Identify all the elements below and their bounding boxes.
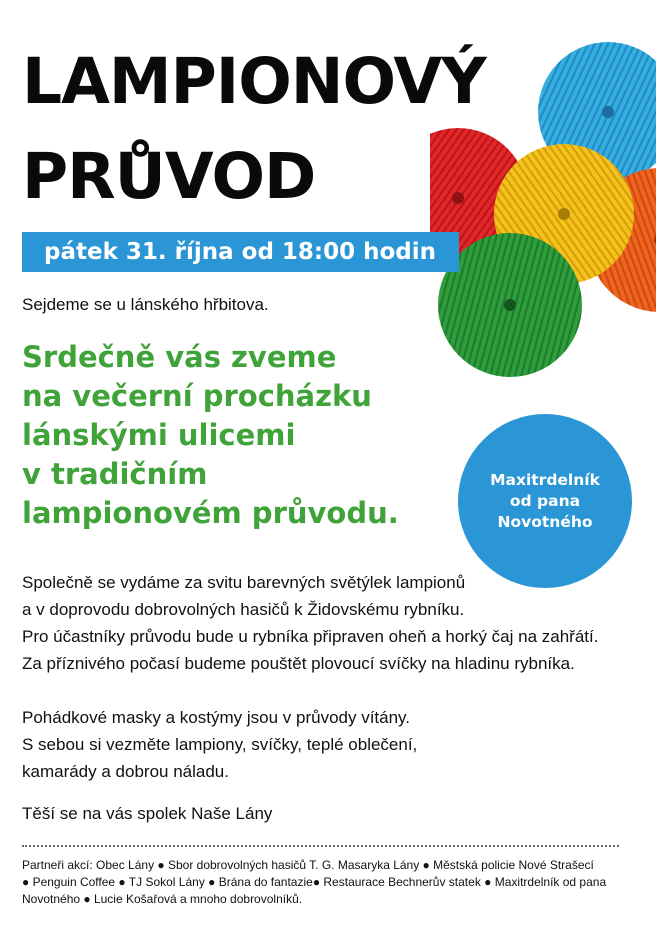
partners-line: Partneři akcí: Obec Lány ● Sbor dobrovolných hasičů T. G. Masaryka Lány ● Městská policie Nové Strašecí <box>22 858 594 872</box>
badge-line: Novotného <box>497 512 593 531</box>
event-description <box>22 569 598 785</box>
meeting-point-text: Sejdeme se u lánského hřbitova. <box>22 295 269 314</box>
invitation-line: lampionovém průvodu. <box>22 496 399 530</box>
invitation-line: na večerní procházku <box>22 379 372 413</box>
description-line: kamarády a dobrou náladu. <box>22 762 229 781</box>
dotted-divider <box>22 845 619 847</box>
partners-line: Novotného ● Lucie Košařová a mnoho dobrovolníků. <box>22 892 303 906</box>
invitation-line: lánskými ulicemi <box>22 418 296 452</box>
title-line-2: PRŮVOD <box>22 140 316 213</box>
partners-line: ● Penguin Coffee ● TJ Sokol Lány ● Brána do fantazie● Restaurace Bechnerův statek ● Maxitrdelník od pana <box>22 875 607 889</box>
maxitrdelnik-badge <box>458 414 632 588</box>
badge-line: Maxitrdelník <box>490 470 600 489</box>
title-line-1: LAMPIONOVÝ <box>22 45 486 118</box>
signature: Těší se na vás spolek Naše Lány <box>22 804 273 823</box>
badge-line: od pana <box>509 491 581 510</box>
description-line: S sebou si vezměte lampiony, svíčky, teplé oblečení, <box>22 735 418 754</box>
description-line: a v doprovodu dobrovolných hasičů k Židovskému rybníku. <box>22 600 465 619</box>
partners-list <box>22 857 622 908</box>
paper-lanterns-decoration <box>430 40 656 385</box>
invitation-headline <box>22 338 399 533</box>
invitation-line: v tradičním <box>22 457 208 491</box>
description-line: Za příznivého počasí budeme pouštět plovoucí svíčky na hladinu rybníka. <box>22 654 575 673</box>
paragraph-spacer <box>22 677 598 704</box>
description-line: Společně se vydáme za svitu barevných světýlek lampionů <box>22 573 466 592</box>
description-line: Pro účastníky průvodu bude u rybníka připraven oheň a horký čaj na zahřátí. <box>22 627 599 646</box>
date-banner: pátek 31. října od 18:00 hodin <box>22 232 459 272</box>
description-line: Pohádkové masky a kostýmy jsou v průvody vítány. <box>22 708 411 727</box>
invitation-line: Srdečně vás zveme <box>22 340 337 374</box>
paper-lantern-green <box>438 233 582 377</box>
